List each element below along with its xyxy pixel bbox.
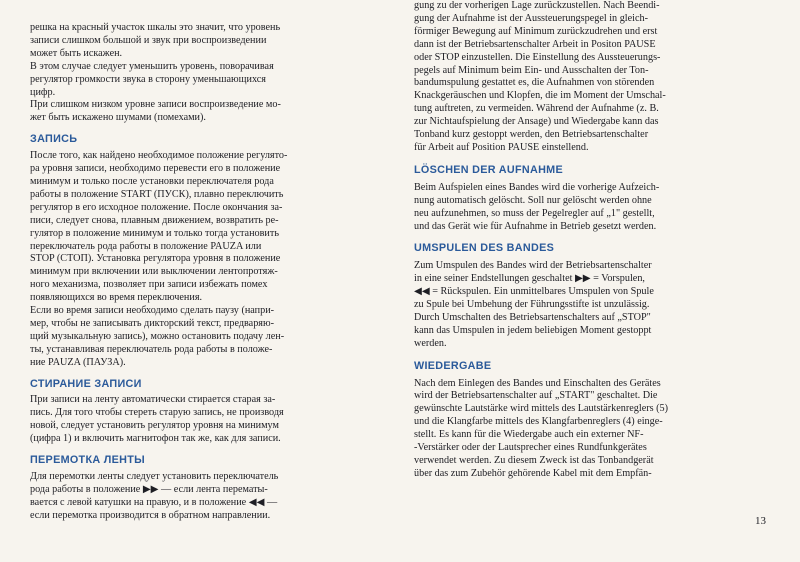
text-line: über das zum Zubehör gehörende Kabel mit dem Empfän- <box>414 467 652 479</box>
text-line: гулятор в положение минимум и только тогда установить <box>30 227 279 239</box>
rewind-section <box>30 471 386 523</box>
text-line: цифр. <box>30 86 56 98</box>
text-line: пись. Для того чтобы стереть старую запись, не производя <box>30 407 284 419</box>
text-line: Tonband kurz gestoppt werden, den Betriebsartenschalter <box>414 129 649 141</box>
left-intro <box>30 22 386 125</box>
text-line: ние PAUZA (ПАУЗА). <box>30 356 126 368</box>
text-line: Если во время записи необходимо сделать паузу (напри- <box>30 305 275 317</box>
text-line: pegels auf Minimum beim Ein- und Ausschalten der Ton- <box>414 64 649 76</box>
right-intro <box>414 0 774 155</box>
text-line: новой, следует установить регулятор уровня на минимум <box>30 420 279 432</box>
text-line: если перемотка производится в обратном направлении. <box>30 509 271 521</box>
text-line: жет быть искажено шумами (помехами). <box>30 112 206 124</box>
text-line: ра уровня записи, необходимо перевести его в положение <box>30 163 281 175</box>
rewind-heading: ПЕРЕМОТКА ЛЕНТЫ <box>30 454 145 467</box>
text-line: При слишком низком уровне записи воспроизведение мо- <box>30 99 281 111</box>
text-line: вается с левой катушки на правую, и в положение ◀◀ — <box>30 496 278 508</box>
text-line: работы в положение START (ПУСК), плавно переключить <box>30 188 284 200</box>
text-line: Durch Umschalten des Betriebsartenschalters auf „STOP" <box>414 311 651 323</box>
text-line: появляющихся во время переключения. <box>30 292 203 304</box>
text-line: ты, устанавливая переключатель рода работы в положе- <box>30 343 273 355</box>
text-line: gung zu der vorherigen Lage zurückzustellen. Nach Beendi- <box>414 0 660 11</box>
text-line: nung automatisch gelöscht. Soll nur gelöscht werden ohne <box>414 194 652 206</box>
text-line: werden. <box>414 337 447 349</box>
text-line: минимум при включении или выключении лентопротяж- <box>30 266 278 278</box>
text-line: В этом случае следует уменьшить уровень, поворачивая <box>30 60 274 72</box>
text-line: bandumspulung gestattet es, die Aufnahmen von störenden <box>414 77 655 89</box>
text-line: регулятор громкости звука в сторону уменьшающихся <box>30 73 266 85</box>
text-line: verwendet werden. Zu diesem Zweck ist das Tonbandgerät <box>414 455 654 466</box>
erase-heading: СТИРАНИЕ ЗАПИСИ <box>30 377 142 390</box>
rewind-section-de <box>414 260 774 350</box>
text-line: neu aufzunehmen, so muss der Pegelregler auf „1" gestellt, <box>414 207 655 219</box>
text-line: gung der Aufnahme ist der Aussteuerungspegel in gleich- <box>414 12 648 24</box>
text-line: zur Nichtaufspielung der Ansage) und Wiedergabe kann das <box>414 116 659 128</box>
erase-section-de <box>414 182 774 234</box>
text-line: förmiger Bewegung auf Minimum zurückzudrehen und erst <box>414 25 658 37</box>
text-line: STOP (СТОП). Установка регулятора уровня в положение <box>30 253 281 265</box>
playback-heading: WIEDERGABE <box>414 359 492 372</box>
page-number: 13 <box>755 515 766 527</box>
record-section <box>30 150 386 369</box>
text-line: und die Klangfarbe mittels des Klangfarbenreglers (4) einge- <box>414 416 663 428</box>
text-line: Zum Umspulen des Bandes wird der Betriebsartenschalter <box>414 260 652 272</box>
text-line: При записи на ленту автоматически стирается старая за- <box>30 394 276 406</box>
text-line: решка на красный участок шкалы это значит, что уровень <box>30 22 281 33</box>
erase-heading-de: LÖSCHEN DER AUFNAHME <box>414 163 563 176</box>
text-line: переключатель рода работы в положение PAUZA или <box>30 240 262 252</box>
playback-section <box>414 378 774 481</box>
text-line: gewünschte Lautstärke wird mittels des Lautstärkenreglers (5) <box>414 403 669 415</box>
left-column <box>30 22 386 523</box>
text-line: wird der Betriebsartenschalter auf „START" geschaltet. Die <box>414 390 658 402</box>
text-line: регулятор в его исходное положение. После окончания за- <box>30 201 283 213</box>
record-heading: ЗАПИСЬ <box>30 133 78 146</box>
text-line: Nach dem Einlegen des Bandes und Einschalten des Gerätes <box>414 377 661 389</box>
text-line: рода работы в положение ▶▶ — если лента перематы- <box>30 483 268 495</box>
right-column <box>414 0 774 481</box>
text-line: После того, как найдено необходимое положение регулято- <box>30 150 288 162</box>
text-line: (цифра 1) и включить магнитофон так же, как для записи. <box>30 433 281 445</box>
text-line: tung auftreten, zu vermeiden. Während der Aufnahme (z. B. <box>414 103 659 115</box>
text-line: минимум и только после установки переключателя рода <box>30 175 274 187</box>
text-line: stellt. Es kann für die Wiedergabe auch ein externer NF- <box>414 429 644 441</box>
text-line: oder STOP einzustellen. Die Einstellung des Aussteuerungs- <box>414 51 661 63</box>
text-line: Для перемотки ленты следует установить переключатель <box>30 471 279 482</box>
text-line: für Arbeit auf Position PAUSE einstellend. <box>414 141 589 153</box>
text-line: мер, чтобы не записывать дикторский текст, предваряю- <box>30 317 274 329</box>
text-line: Beim Aufspielen eines Bandes wird die vorherige Aufzeich- <box>414 181 660 193</box>
text-line: dann ist der Betriebsartenschalter Arbeit in Positon PAUSE <box>414 38 656 50</box>
rewind-heading-de: UMSPULEN DES BANDES <box>414 242 555 255</box>
text-line: und das Gerät wie für Aufnahme in Betrieb gesetzt werden. <box>414 220 657 232</box>
text-line: kann das Umspulen in jedem beliebigen Moment gestoppt <box>414 324 652 336</box>
text-line: -Verstärker oder der Lautsprecher eines Rundfunkgerätes <box>414 442 647 454</box>
text-line: Knackgeräuschen und Klopfen, die im Moment der Umschal- <box>414 90 666 102</box>
text-line: zu Spule bei Umbehung der Führungsstifte ist unzulässig. <box>414 299 650 311</box>
text-line: записи слишком большой и звук при воспроизведении <box>30 34 267 46</box>
erase-section <box>30 394 386 446</box>
text-line: ного механизма, позволяет при записи избежать помех <box>30 279 268 291</box>
text-line: может быть искажен. <box>30 47 123 59</box>
text-line: ◀◀ = Rückspulen. Ein unmittelbares Umspulen von Spule <box>414 286 654 298</box>
text-line: in eine seiner Endstellungen geschaltet ▶▶ = Vorspulen, <box>414 273 645 285</box>
text-line: писи, следует снова, плавным движением, возвратить ре- <box>30 214 279 226</box>
text-line: щий музыкальную запись), можно остановить подачу лен- <box>30 330 285 342</box>
